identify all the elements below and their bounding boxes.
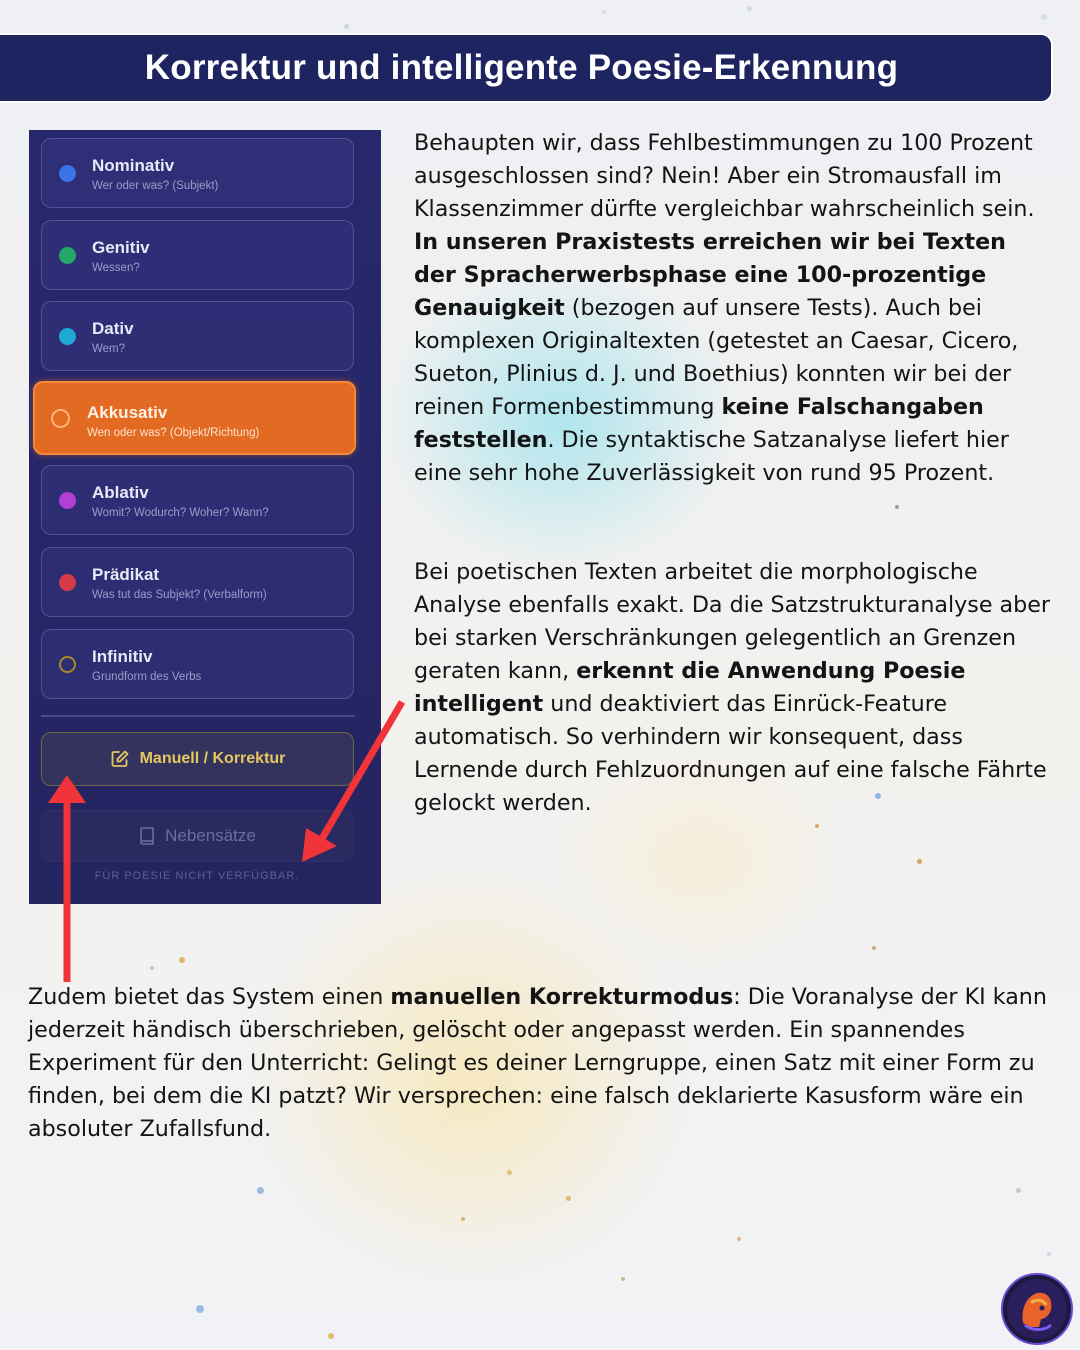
case-hint: Wessen?	[92, 262, 140, 274]
poetry-note: FÜR POESIE NICHT VERFÜGBAR.	[94, 870, 300, 882]
case-name: Prädikat	[92, 565, 160, 584]
paragraph-accuracy: Behaupten wir, dass Fehlbestimmungen zu 100 Prozent ausgeschlossen sind? Nein! Aber ein Stromausfall im Klassenzimmer dürfte vergleichbar wahrscheinlich sein. In unseren Praxistests erreichen wir bei Texten der Spracherwerbsphase eine 100-prozentige Genauigkeit (bezogen auf unsere Tests). Auch bei komplexen Originaltexten (getestet an Caesar, Cicero, Sueton, Plinius d. J. und Boethius) konnten wir bei der reinen Formenbestimmung keine Falschangaben feststellen. Die syntaktische Satzanalyse liefert hier eine sehr hohe Zuverlässigkeit von rund 95 Prozent.	[414, 130, 1035, 486]
case-hint: Wem?	[92, 343, 126, 355]
case-name: Ablativ	[92, 483, 149, 502]
case-hint: Grundform des Verbs	[92, 671, 202, 683]
case-hint: Wer oder was? (Subjekt)	[92, 180, 219, 192]
arrow-up-icon	[48, 775, 86, 982]
case-hint: Was tut das Subjekt? (Verbalform)	[92, 589, 267, 601]
case-name: Genitiv	[92, 238, 150, 257]
case-name: Akkusativ	[87, 403, 168, 422]
paragraph-poetry: Bei poetischen Texten arbeitet die morphologische Analyse ebenfalls exakt. Da die Satzstrukturanalyse aber bei starken Verschränkungen gelegentlich an Grenzen geraten kann, erkennt die Anwendung Poesie intelligent und deaktiviert das Einrück-Feature automatisch. So verhindern wir konsequent, dass Lernende durch Fehlzuordnungen auf eine falsche Fährte gelockt werden.	[414, 559, 1050, 816]
subclause-label: Nebensätze	[165, 826, 256, 845]
brand-logo	[1001, 1273, 1073, 1345]
case-hint: Womit? Wodurch? Woher? Wann?	[92, 507, 269, 519]
case-name: Nominativ	[92, 156, 175, 175]
paragraph-manual-mode: Zudem bietet das System einen manuellen Korrekturmodus: Die Voranalyse der KI kann jederzeit händisch überschrieben, gelöscht oder angepasst werden. Ein spannendes Experiment für den Unterricht: Gelingt es deiner Lerngruppe, einen Satz mit einer Form zu finden, bei dem die KI patzt? Wir versprechen: eine falsch deklarierte Kasusform wäre ein absoluter Zufallsfund.	[28, 984, 1047, 1142]
case-hint: Wen oder was? (Objekt/Richtung)	[87, 427, 260, 439]
page-title: Korrektur und intelligente Poesie-Erkennung	[144, 48, 899, 87]
manual-correction-label: Manuell / Korrektur	[139, 750, 286, 767]
case-name: Dativ	[92, 319, 134, 338]
arrow-down-left-icon	[302, 702, 402, 862]
case-name: Infinitiv	[92, 647, 153, 666]
